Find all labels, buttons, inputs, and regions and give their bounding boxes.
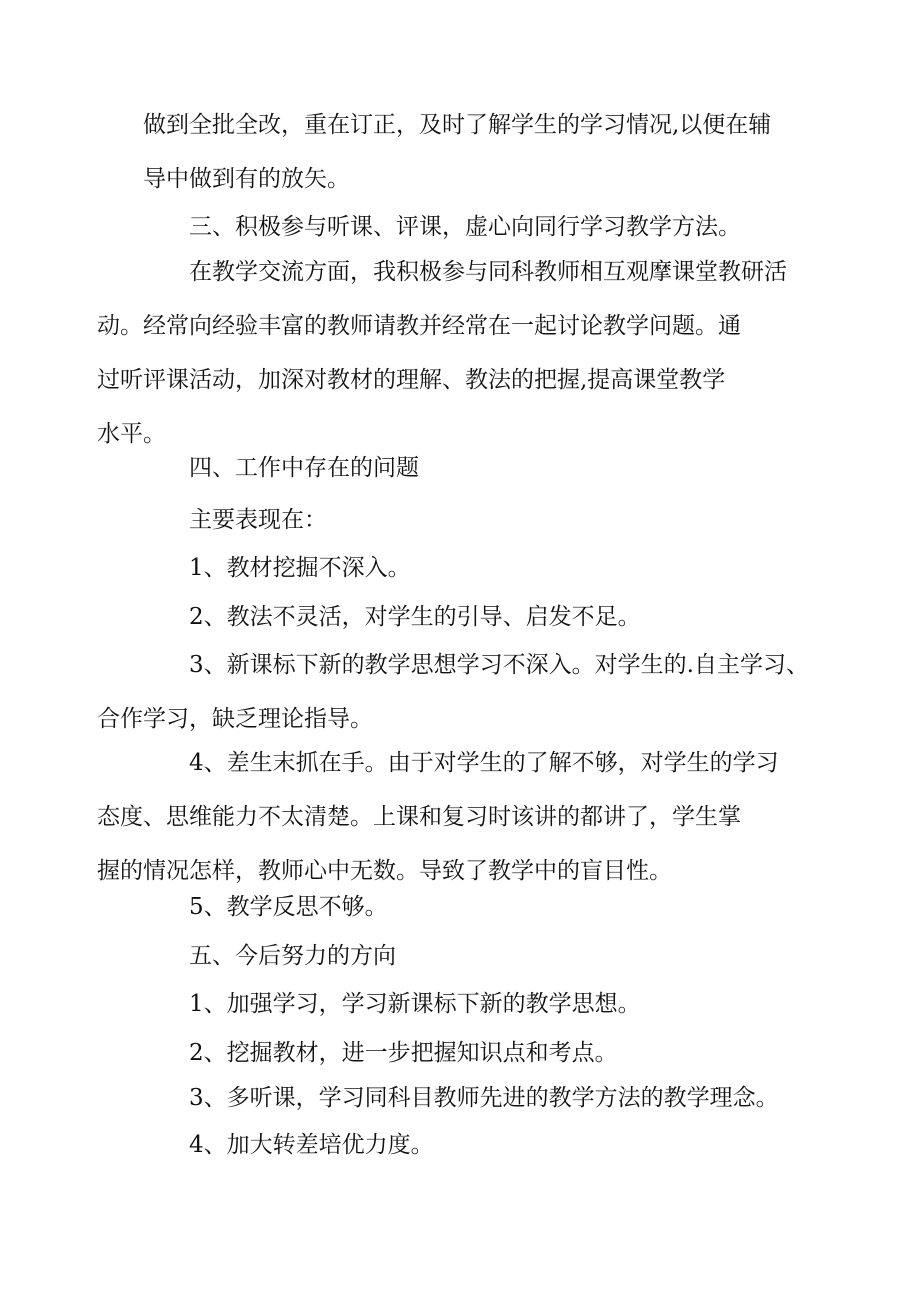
text-line: 4、加大转差培优力度。 (189, 1132, 434, 1158)
heading-section-4 (143, 441, 793, 495)
text-line: 1、加强学习，学习新课标下新的教学思想。 (189, 991, 641, 1017)
list-item-issue-3 (97, 638, 809, 746)
text-line: 2、挖掘教材，进一步把握知识点和考点。 (189, 1040, 618, 1066)
text-line: 3、多听课，学习同科目教师先进的教学方法的教学理念。 (189, 1085, 779, 1111)
text-line: 过听评课活动，加深对教材的理解、教法的把握,提高课堂教学 (97, 367, 726, 393)
text-line: 3、新课标下新的教学思想学习不深入。对学生的.自主学习、 (189, 652, 809, 678)
text-line: 水平。 (97, 421, 166, 447)
text-line: 2、教法不灵活，对学生的引导、启发不足。 (189, 604, 641, 630)
paragraph-main-issues (143, 493, 793, 547)
text-line: 1、教材挖掘不深入。 (189, 555, 411, 581)
text-line: 握的情况怎样，教师心中无数。导致了教学中的盲目性。 (97, 858, 672, 884)
list-item-issue-1 (143, 541, 793, 595)
list-item-plan-4 (143, 1118, 793, 1172)
text-line: 4、差生末抓在手。由于对学生的了解不够，对学生的学习 (189, 750, 779, 776)
list-item-issue-2 (143, 590, 793, 644)
paragraph-grading (143, 98, 793, 206)
paragraph-teaching-exchange (97, 245, 793, 461)
list-item-issue-4 (97, 736, 793, 898)
text-line: 在教学交流方面，我积极参与同科教师相互观摩课堂教研活 (189, 259, 787, 285)
text-line: 主要表现在： (189, 507, 327, 533)
list-item-issue-5 (143, 880, 793, 934)
text-line: 合作学习，缺乏理论指导。 (97, 706, 373, 732)
heading-text: 四、工作中存在的问题 (189, 455, 419, 481)
list-item-plan-1 (143, 977, 793, 1031)
text-line: 做到全批全改，重在订正，及时了解学生的学习情况,以便在辅 (143, 112, 772, 138)
heading-text: 五、今后努力的方向 (189, 943, 396, 969)
text-line: 导中做到有的放矢。 (143, 166, 350, 192)
heading-text: 三、积极参与听课、评课，虚心向同行学习教学方法。 (189, 214, 741, 240)
text-line: 5、教学反思不够。 (189, 894, 388, 920)
text-line: 态度、思维能力不太清楚。上课和复习时该讲的都讲了，学生掌 (97, 804, 741, 830)
heading-section-5 (143, 929, 793, 983)
text-line: 动。经常向经验丰富的教师请教并经常在一起讨论教学问题。通 (97, 313, 741, 339)
list-item-plan-3 (143, 1071, 793, 1125)
